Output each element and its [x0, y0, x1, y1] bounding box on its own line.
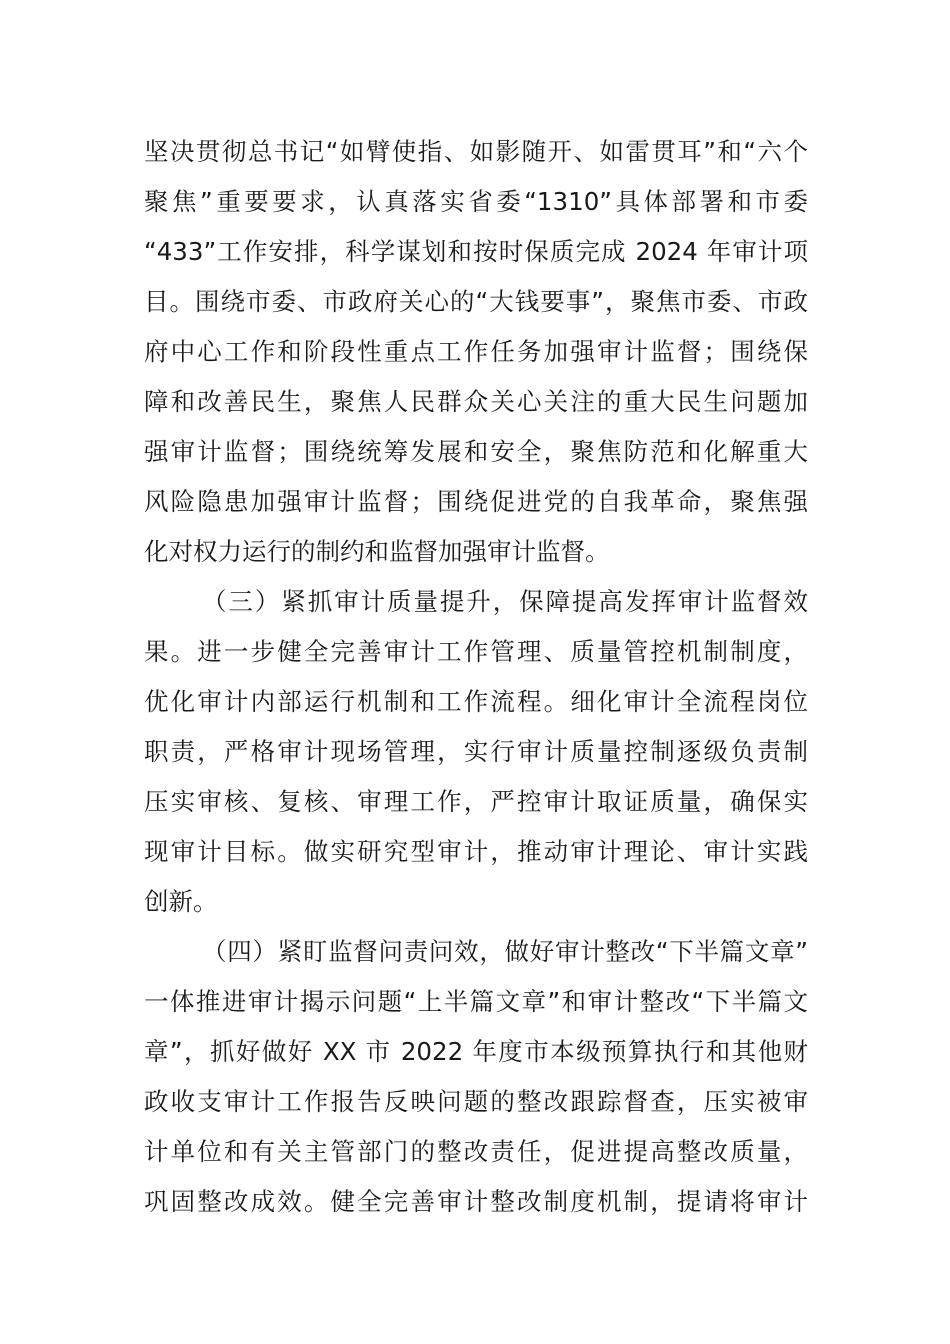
text-line: 府中心工作和阶段性重点工作任务加强审计监督；围绕保	[144, 337, 808, 366]
paragraph-continuation	[144, 127, 808, 577]
text-line: 化对权力运行的制约和监督加强审计监督。	[144, 537, 610, 566]
text-line: 果。进一步健全完善审计工作管理、质量管控机制制度，	[144, 637, 808, 666]
section-heading-line: （四）紧盯监督问责问效，做好审计整改“下半篇文章”	[202, 937, 808, 966]
text-line: 压实审核、复核、审理工作，严控审计取证质量，确保实	[144, 787, 808, 816]
text-line: 章”，抓好做好 XX 市 2022 年度市本级预算执行和其他财	[144, 1037, 808, 1066]
paragraph-section-4	[144, 927, 808, 1227]
text-line: 聚焦”重要要求，认真落实省委“1310”具体部署和市委	[144, 187, 808, 216]
text-line: 巩固整改成效。健全完善审计整改制度机制，提请将审计	[144, 1187, 808, 1216]
text-line: 创新。	[144, 887, 218, 916]
text-line: 计单位和有关主管部门的整改责任，促进提高整改质量，	[144, 1137, 808, 1166]
text-line: 目。围绕市委、市政府关心的“大钱要事”，聚焦市委、市政	[144, 287, 808, 316]
text-line: 坚决贯彻总书记“如臂使指、如影随开、如雷贯耳”和“六个	[144, 137, 808, 166]
text-line: 职责，严格审计现场管理，实行审计质量控制逐级负责制	[144, 737, 808, 766]
text-line: 现审计目标。做实研究型审计，推动审计理论、审计实践	[144, 837, 808, 866]
document-body	[144, 127, 808, 1227]
text-line: “433”工作安排，科学谋划和按时保质完成 2024 年审计项	[144, 237, 808, 266]
paragraph-section-3	[144, 577, 808, 927]
text-line: 风险隐患加强审计监督；围绕促进党的自我革命，聚焦强	[144, 487, 808, 516]
text-line: 一体推进审计揭示问题“上半篇文章”和审计整改“下半篇文	[144, 987, 808, 1016]
text-line: 障和改善民生，聚焦人民群众关心关注的重大民生问题加	[144, 387, 808, 416]
section-heading-line: （三）紧抓审计质量提升，保障提高发挥审计监督效	[202, 587, 808, 616]
text-line: 强审计监督；围绕统筹发展和安全，聚焦防范和化解重大	[144, 437, 808, 466]
text-line: 优化审计内部运行机制和工作流程。细化审计全流程岗位	[144, 687, 808, 716]
text-line: 政收支审计工作报告反映问题的整改跟踪督查，压实被审	[144, 1087, 808, 1116]
